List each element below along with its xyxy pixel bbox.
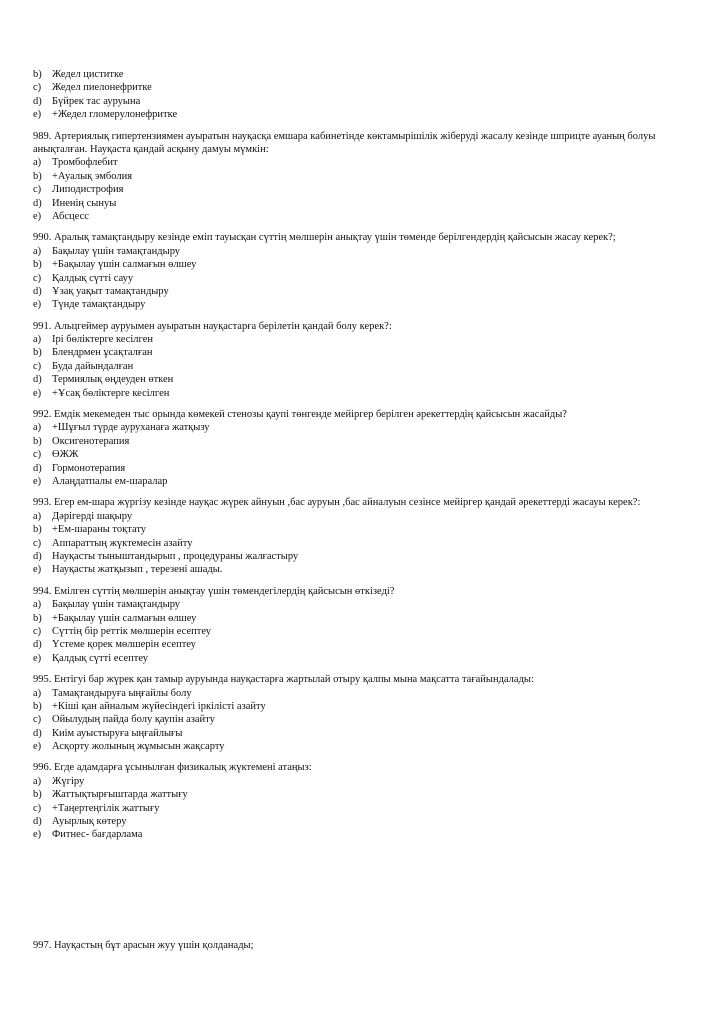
option-text: Тромбофлебит [52, 157, 118, 169]
question-997: 997. Науқастың бұт арасын жуу үшін қолданады; [33, 940, 254, 951]
option [33, 652, 693, 665]
option-text: Жедел пиелонефритке [52, 82, 152, 94]
option [33, 210, 693, 223]
option [33, 775, 693, 788]
option-text: Абсцесс [52, 210, 89, 222]
option [33, 435, 693, 448]
option [33, 360, 693, 373]
option-letter: c) [33, 714, 42, 726]
option-text: Қалдық сүтті сауу [52, 272, 134, 284]
option [33, 510, 693, 523]
option [33, 170, 693, 183]
option-letter: d) [33, 374, 42, 386]
option-text: Ойылудың пайда болу қаупін азайту [52, 714, 215, 726]
option-text: Гормонотерапия [52, 462, 126, 474]
option [33, 183, 693, 196]
option-letter: e) [33, 652, 42, 664]
option-letter: d) [33, 197, 42, 209]
option [33, 828, 693, 841]
intro-options [33, 68, 693, 122]
option-text: Термиялық өңдеуден өткен [52, 374, 174, 386]
question-text: 990. Аралық тамақтандыру кезінде еміп тауысқан сүттің мөлшерін анықтау үшін төменде берілгендердің қайсысын жасау керек?; [33, 232, 616, 244]
option-letter: c) [33, 272, 42, 284]
option-text: Алаңдатпалы ем-шаралар [52, 476, 168, 488]
option [33, 625, 693, 638]
option [33, 95, 693, 108]
option [33, 727, 693, 740]
option-letter: e) [33, 741, 42, 753]
option-letter: b) [33, 259, 42, 271]
option-letter: a) [33, 157, 42, 169]
option-letter: a) [33, 245, 42, 257]
option-text: Дәрігерді шақыру [52, 510, 133, 522]
option-text: +Жедел гломерулонефритке [52, 109, 178, 121]
question-992 [33, 408, 693, 488]
option-text: Блендрмен ұсақталған [52, 347, 153, 359]
option [33, 815, 693, 828]
option-letter: e) [33, 109, 42, 121]
option [33, 537, 693, 550]
option-letter: c) [33, 802, 42, 814]
option-text: Науқасты жатқызып , терезені ашады. [52, 564, 223, 576]
option-text: Бақылау үшін тамақтандыру [52, 599, 181, 611]
option-letter: d) [33, 285, 42, 297]
option-text: ӨЖЖ [52, 449, 79, 461]
option-letter: a) [33, 599, 42, 611]
question-text: 993. Егер ем-шара жүргізу кезінде науқас жүрек айнуын ,бас ауруын ,бас айналуын сезінсе мейіргер қандай әрекеттерді жасауы керек?: [33, 497, 641, 509]
option [33, 700, 693, 713]
option-letter: b) [33, 789, 42, 801]
option-letter: a) [33, 510, 42, 522]
option [33, 612, 693, 625]
option [33, 387, 693, 400]
option [33, 462, 693, 475]
option [33, 740, 693, 753]
option-letter: b) [33, 170, 42, 182]
option [33, 81, 693, 94]
option-text: Асқорту жолының жұмысын жақсарту [52, 741, 225, 753]
option-letter: c) [33, 82, 42, 94]
option-letter: a) [33, 334, 42, 346]
option-text: +Ем-шараны тоқтату [52, 524, 147, 536]
option-letter: c) [33, 449, 42, 461]
option-text: Түнде тамақтандыру [52, 299, 146, 311]
option-text: Жүгіру [52, 775, 85, 787]
option [33, 285, 693, 298]
option-letter: e) [33, 564, 42, 576]
option-text: Тамақтандыруға ыңғайлы болу [52, 687, 192, 699]
option-letter: b) [33, 347, 42, 359]
option-letter: d) [33, 95, 42, 107]
option-text: Ауырлық көтеру [52, 816, 127, 828]
option-letter: d) [33, 550, 42, 562]
option-letter: b) [33, 700, 42, 712]
option-text: Қалдық сүтті есептеу [52, 652, 148, 664]
option-text: Бүйрек тас ауруына [52, 95, 141, 107]
question-989 [33, 130, 693, 224]
question-993 [33, 496, 693, 576]
option-text: Киім ауыстыруға ыңғайлығы [52, 727, 183, 739]
option [33, 475, 693, 488]
option [33, 638, 693, 651]
option [33, 687, 693, 700]
option-text: Оксигенотерапия [52, 435, 130, 447]
option [33, 272, 693, 285]
option-letter: d) [33, 462, 42, 474]
question-text: 991. Альцгеймер ауруымен ауыратын науқастарға берілетін қандай болу керек?: [33, 320, 392, 332]
option [33, 802, 693, 815]
option-text: +Ұсақ бөліктерге кесілген [52, 387, 170, 399]
option [33, 298, 693, 311]
option [33, 421, 693, 434]
option-text: Липодистрофия [52, 184, 124, 196]
option-text: Аппараттың жүктемесін азайту [52, 537, 193, 549]
option-letter: c) [33, 537, 42, 549]
option-text: +Кіші қан айналым жүйесіндегі іркілісті азайту [52, 700, 266, 712]
option [33, 197, 693, 210]
option [33, 68, 693, 81]
option [33, 563, 693, 576]
question-text: 995. Ентігуі бар жүрек қан тамыр ауруында науқастарға жартылай отыру қалпы мына мақсатта тағайындалады: [33, 674, 534, 686]
option [33, 550, 693, 563]
question-text: 992. Емдік мекемеден тыс орында көмекей стенозы қаупі төнгенде мейіргер берілген әрекеттердің қайсысын жасайды? [33, 409, 567, 421]
question-991 [33, 320, 693, 400]
option-text: Жаттықтырғыштарда жаттығу [52, 789, 188, 801]
question-text: 994. Емілген сүттің мөлшерін анықтау үшін төмендегілердің қайсысын өткізеді? [33, 585, 395, 597]
option-letter: b) [33, 612, 42, 624]
option-letter: e) [33, 387, 42, 399]
option-letter: b) [33, 69, 42, 80]
option-letter: d) [33, 727, 42, 739]
option-letter: b) [33, 524, 42, 536]
option [33, 346, 693, 359]
option-text: +Ауалық эмболия [52, 170, 133, 182]
option-text: Үстеме қорек мөлшерін есептеу [52, 639, 196, 651]
option-text: +Бақылау үшін салмағын өлшеу [52, 612, 197, 624]
option-text: +Таңертеңгілік жаттығу [52, 802, 160, 814]
document-page [33, 68, 693, 842]
option-letter: c) [33, 625, 42, 637]
option-letter: e) [33, 829, 42, 841]
option [33, 523, 693, 536]
option-letter: e) [33, 476, 42, 488]
option-letter: e) [33, 299, 42, 311]
option [33, 245, 693, 258]
option [33, 598, 693, 611]
option-text: Буда дайындалған [52, 360, 134, 372]
option-text: Фитнес- бағдарлама [52, 829, 143, 841]
option [33, 333, 693, 346]
option-letter: c) [33, 360, 42, 372]
option-text: Сүттің бір реттік мөлшерін есептеу [52, 625, 211, 637]
option-letter: d) [33, 816, 42, 828]
question-text: 989. Артериялық гипертензиямен ауыратын науқасқа емшара кабинетінде көктамырішілік жіберуді жасалу кезінде шприцте ауаның болуы анықталған. Науқаста қандай асқыну дамуы мүмкін: [33, 130, 656, 155]
option-letter: a) [33, 687, 42, 699]
option [33, 108, 693, 121]
question-994 [33, 585, 693, 665]
option-text: Науқасты тыныштандырып , процедураны жалғастыру [52, 550, 299, 562]
option-text: +Шұғыл түрде ауруханаға жатқызу [52, 422, 210, 434]
option-letter: b) [33, 435, 42, 447]
option-text: +Бақылау үшін салмағын өлшеу [52, 259, 197, 271]
option [33, 448, 693, 461]
option-text: Иненің сынуы [52, 197, 117, 209]
option [33, 156, 693, 169]
option-letter: e) [33, 210, 42, 222]
option-text: Жедел циститке [52, 69, 124, 80]
option-letter: a) [33, 422, 42, 434]
option-letter: c) [33, 184, 42, 196]
question-996 [33, 761, 693, 841]
option-text: Ұзақ уақыт тамақтандыру [52, 285, 169, 297]
option [33, 258, 693, 271]
question-990 [33, 231, 693, 311]
option [33, 713, 693, 726]
option-text: Бақылау үшін тамақтандыру [52, 245, 181, 257]
question-995 [33, 673, 693, 753]
option [33, 788, 693, 801]
option-letter: a) [33, 775, 42, 787]
option-text: Ірі бөліктерге кесілген [52, 334, 153, 346]
option [33, 373, 693, 386]
question-text: 996. Егде адамдарға ұсынылған физикалық жүктемені атаңыз: [33, 762, 312, 774]
option-letter: d) [33, 639, 42, 651]
